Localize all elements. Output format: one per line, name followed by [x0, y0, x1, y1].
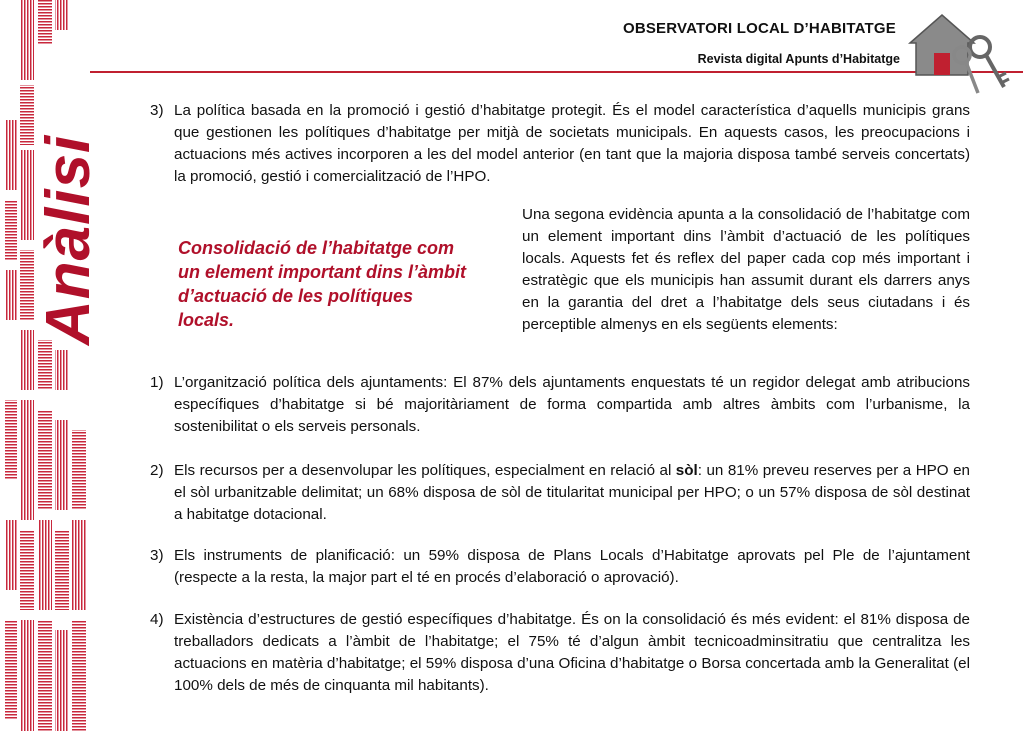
item-text: L’organització política dels ajuntaments: El 87% dels ajuntaments enquestats té un regidor delegat amb atribucions específiques d’habitatge si bé majoritàriament de forma compartida amb altres àmbits com l’urbanisme, la sostenibilitat o els serveis personals. [174, 374, 970, 435]
item-text: Els instruments de planificació: un 59% disposa de Plans Locals d’Habitatge aprovats pel Ple de l’ajuntament (respecte a la resta, la major part el té en procés d’elaboració o aprovació). [174, 547, 970, 586]
section-label: Anàlisi [34, 134, 103, 345]
item-text [174, 460, 970, 526]
house-keys-icon [900, 5, 1015, 100]
page-title: OBSERVATORI LOCAL D’HABITATGE [622, 20, 896, 37]
item-number: 3) [150, 547, 164, 564]
evidence-paragraph: Una segona evidència apunta a la consolidació de l’habitatge com un element important dins l’àmbit d’actuació de les polítiques locals. Aquests fet és reflex del paper cada cop més important i estratègic que els municipis han assumit durant els darrers anys en la garantia del dret a l’habitatge dels seus ciutadans i és perceptible almenys en els següents elements: [522, 206, 970, 333]
decorative-stripes [0, 0, 90, 731]
pull-quote: Consolidació de l’habitatge com un element important dins l’àmbit d’actuació de les polítiques locals. [178, 238, 467, 330]
item-number: 2) [150, 462, 164, 479]
item-text: La política basada en la promoció i gestió d’habitatge protegit. És el model característica d’aquells municipis grans que gestionen les polítiques d’habitatge per mitjà de societats municipals. En aquests casos, les preocupacions i actuacions més actives incorporen a les del model anterior (en tant que la majoria disposa també serveis concertats) la promoció, gestió i comercialització de l’HPO. [174, 102, 970, 185]
item-number: 1) [150, 374, 164, 391]
page-subtitle: Revista digital Apunts d’Habitatge [697, 52, 900, 66]
item-number: 4) [150, 611, 164, 628]
item-text: Existència d’estructures de gestió específiques d’habitatge. És on la consolidació és més evident: el 81% disposa de treballadors dedicats a l’àmbit de l’habitatge; el 75% té d’algun àmbit tecnicoadminsitratiu que centralitza les actuacions en matèria d’habitatge; el 59% disposa d’una Oficina d’habitatge o Borsa concertada amb la Generalitat (el 100% dels de més de cinquanta mil habitants). [174, 611, 970, 694]
item-text-before: Els recursos per a desenvolupar les polítiques, especialment en relació al [174, 462, 676, 479]
item-number: 3) [150, 102, 164, 119]
item-text-bold: sòl [675, 462, 698, 479]
header-divider [90, 71, 1023, 73]
item-text-after: : un 81% preveu reserves per a HPO en el sòl urbanitzable delimitat; un 68% disposa de sòl de titularitat municipal per HPO; o un 57% disposa de sòl destinat a habitatge dotacional. [174, 462, 970, 523]
